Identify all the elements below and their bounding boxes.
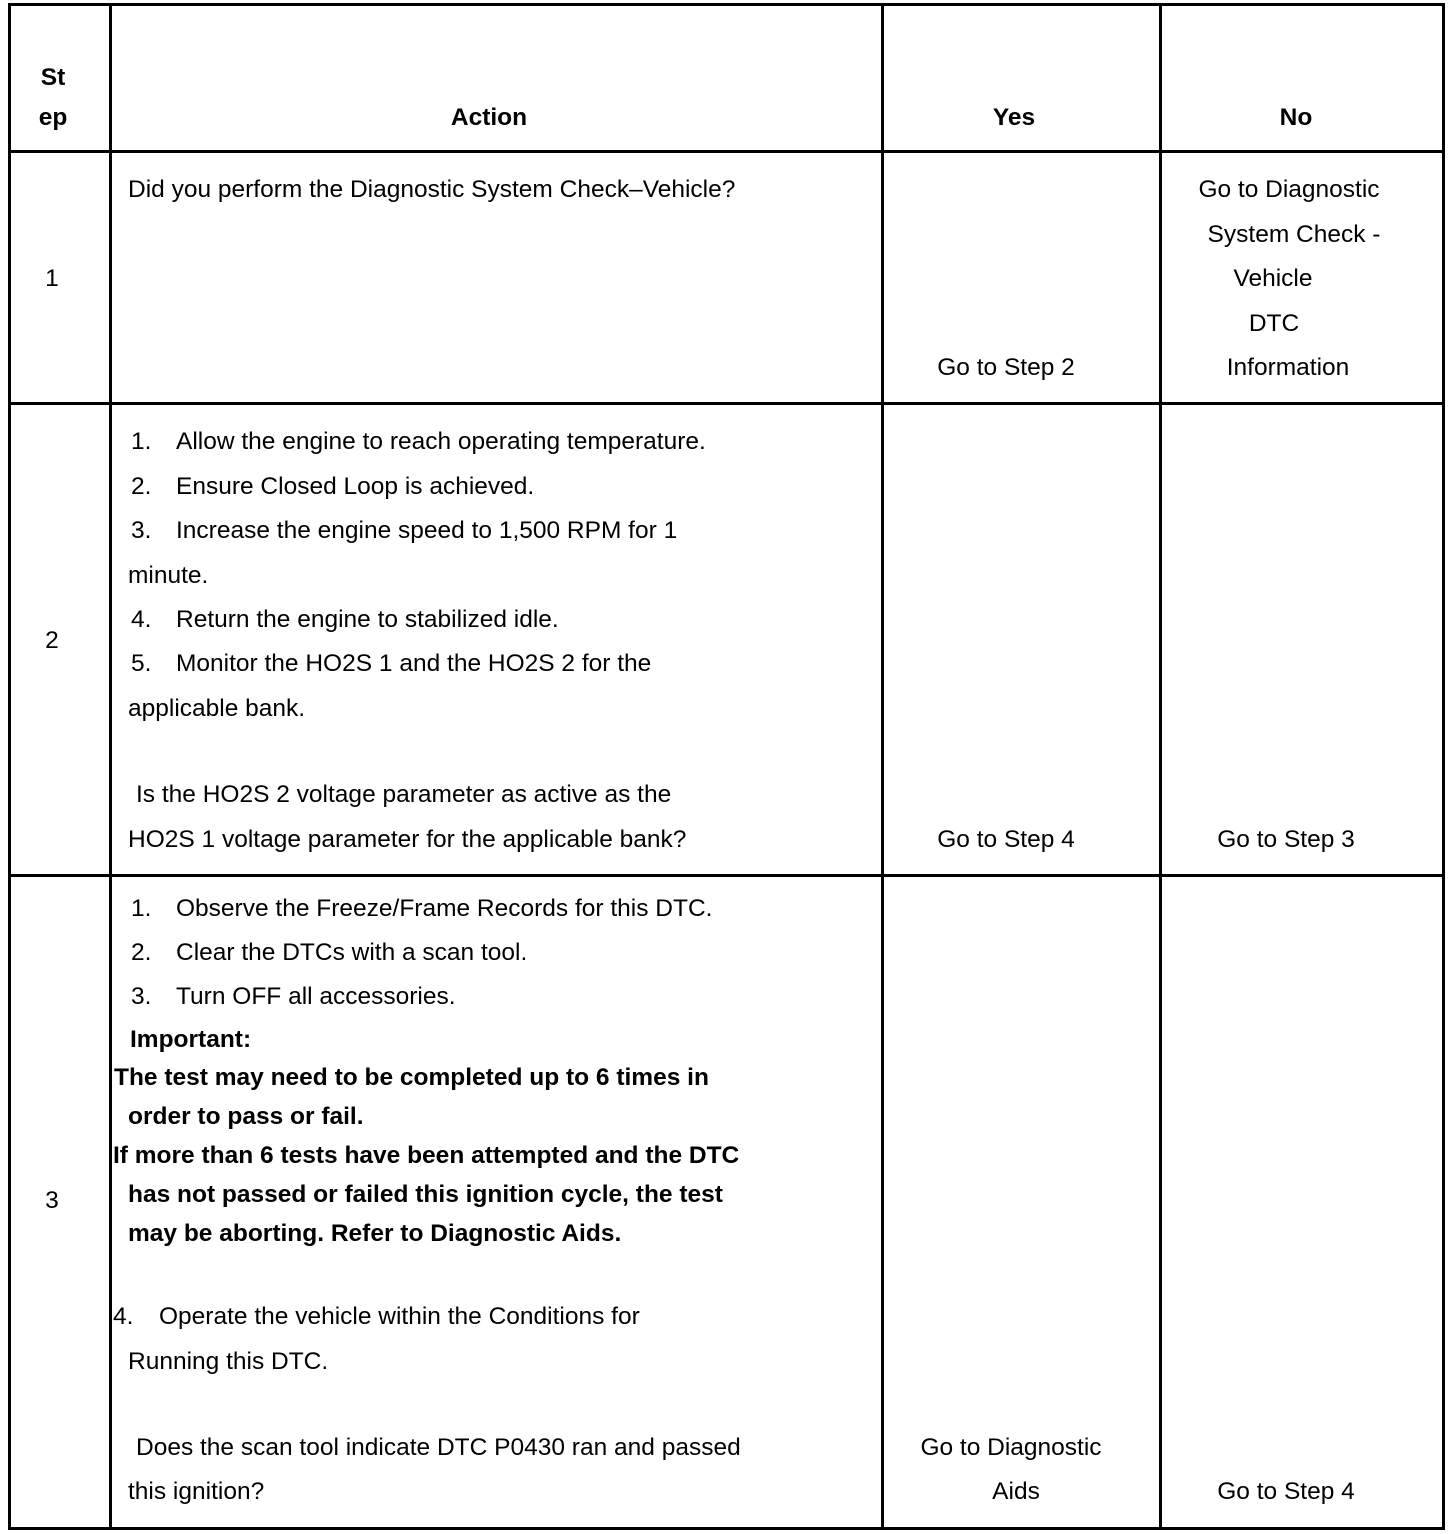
important-line-1: The test may need to be completed up to 6 times in: [114, 1064, 709, 1091]
row-2-no: Go to Step 3: [1217, 826, 1355, 853]
row-2-item-5-text: Monitor the HO2S 1 and the HO2S 2 for the: [176, 650, 652, 677]
important-line-5: may be aborting. Refer to Diagnostic Aids.: [128, 1220, 622, 1247]
row-2-item-2-text: Ensure Closed Loop is achieved.: [176, 473, 535, 500]
header-action: Action: [450, 104, 528, 131]
row-divider-1: [8, 402, 1445, 405]
row-2-item-3-text: Increase the engine speed to 1,500 RPM for 1: [176, 517, 678, 544]
row-3-no: Go to Step 4: [1217, 1478, 1355, 1505]
row-2-item-4-text: Return the engine to stabilized idle.: [176, 606, 559, 633]
table-border-right: [1442, 3, 1445, 1530]
row-2-item-4-num: 4.: [131, 606, 152, 633]
row-1-action: Did you perform the Diagnostic System Check–Vehicle?: [128, 176, 736, 203]
table-border-left: [8, 3, 11, 1530]
column-divider-step: [109, 3, 112, 1530]
row-2-item-5-cont: applicable bank.: [128, 695, 306, 722]
row-2-yes: Go to Step 4: [937, 826, 1075, 853]
row-2-item-3-cont: minute.: [128, 562, 209, 589]
table-border-top: [8, 3, 1445, 6]
row-2-item-2-num: 2.: [131, 473, 152, 500]
row-3-yes-line1: Go to Diagnostic: [920, 1434, 1102, 1461]
header-no: No: [1279, 104, 1313, 131]
header-step-line1: St: [40, 64, 66, 91]
row-3-yes-line2: Aids: [992, 1478, 1040, 1505]
row-2-question-line1: Is the HO2S 2 voltage parameter as active as the: [136, 781, 672, 808]
header-step-line2: ep: [38, 104, 68, 131]
row-3-item-4-cont: Running this DTC.: [128, 1348, 329, 1375]
row-3-item-1-text: Observe the Freeze/Frame Records for this DTC.: [176, 895, 713, 922]
row-2-item-3-num: 3.: [131, 517, 152, 544]
row-3-question-line2: this ignition?: [128, 1478, 265, 1505]
row-divider-2: [8, 874, 1445, 877]
header-yes: Yes: [992, 104, 1036, 131]
important-line-2: order to pass or fail.: [128, 1103, 364, 1130]
row-2-question-line2: HO2S 1 voltage parameter for the applicable bank?: [128, 826, 687, 853]
row-3-item-4-text: Operate the vehicle within the Conditions for: [159, 1303, 640, 1330]
row-1-no-line2: System Check -: [1207, 221, 1381, 248]
row-1-no-line3: Vehicle: [1233, 265, 1313, 292]
row-2-item-1-text: Allow the engine to reach operating temperature.: [176, 428, 706, 455]
important-label: Important:: [130, 1026, 252, 1053]
row-2-step: 2: [45, 627, 59, 654]
row-1-no-line5: Information: [1226, 354, 1350, 381]
row-2-item-1-num: 1.: [131, 428, 152, 455]
row-1-step: 1: [45, 265, 59, 292]
column-divider-yes: [1159, 3, 1162, 1530]
table-border-bottom: [8, 1527, 1445, 1530]
row-3-item-3-num: 3.: [131, 983, 152, 1010]
row-1-no-line1: Go to Diagnostic: [1198, 176, 1380, 203]
column-divider-action: [881, 3, 884, 1530]
row-3-question-line1: Does the scan tool indicate DTC P0430 ran and passed: [136, 1434, 741, 1461]
row-3-item-4-num: 4.: [113, 1303, 134, 1330]
row-3-item-3-text: Turn OFF all accessories.: [176, 983, 456, 1010]
important-line-4: has not passed or failed this ignition cycle, the test: [128, 1181, 723, 1208]
row-2-item-5-num: 5.: [131, 650, 152, 677]
row-3-item-1-num: 1.: [131, 895, 152, 922]
header-divider: [8, 150, 1445, 153]
important-line-3: If more than 6 tests have been attempted and the DTC: [113, 1142, 740, 1169]
row-3-item-2-text: Clear the DTCs with a scan tool.: [176, 939, 528, 966]
row-3-item-2-num: 2.: [131, 939, 152, 966]
row-1-yes: Go to Step 2: [937, 354, 1075, 381]
row-3-step: 3: [45, 1187, 59, 1214]
row-1-no-line4: DTC: [1248, 310, 1300, 337]
